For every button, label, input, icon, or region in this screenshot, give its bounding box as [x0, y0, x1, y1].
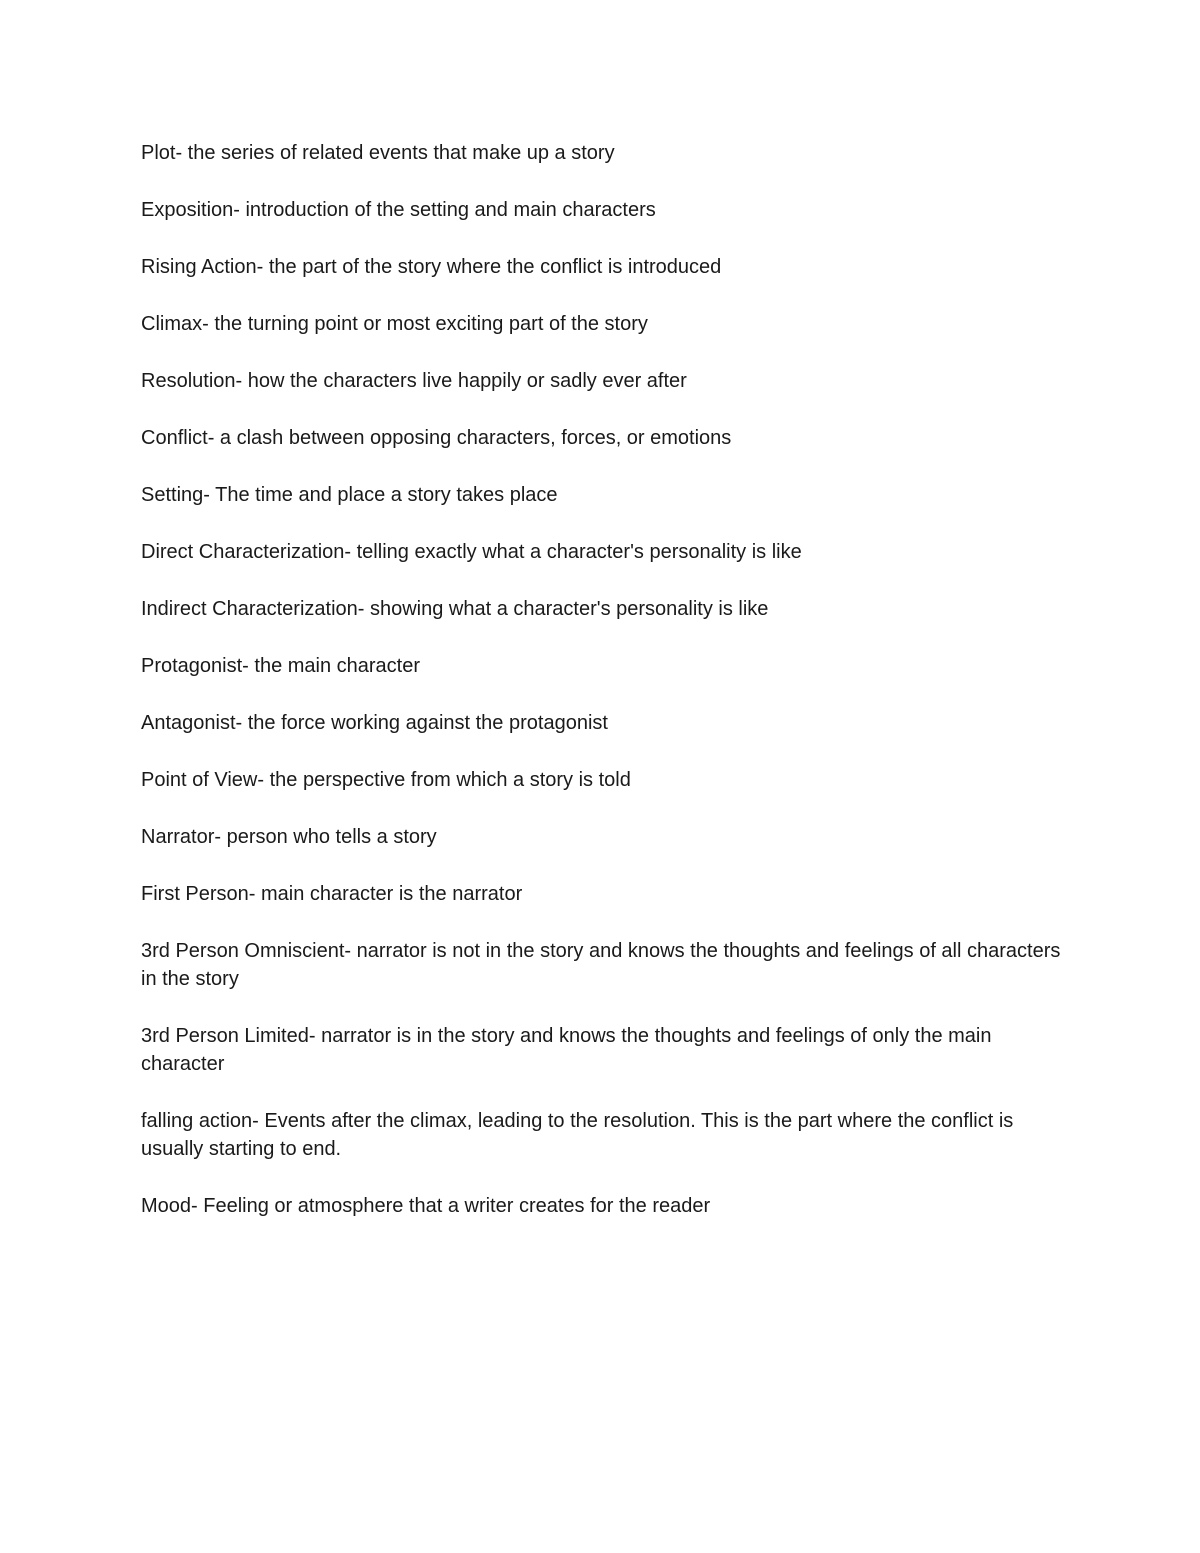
term-narrator: Narrator- person who tells a story — [141, 826, 437, 848]
term-point-of-view: Point of View- the perspective from which a story is told — [141, 769, 631, 791]
term-conflict: Conflict- a clash between opposing characters, forces, or emotions — [141, 427, 732, 449]
terms-list — [141, 139, 1071, 1249]
term-plot: Plot- the series of related events that make up a story — [141, 142, 615, 164]
term-first-person: First Person- main character is the narrator — [141, 883, 523, 905]
term-falling-action: falling action- Events after the climax, leading to the resolution. This is the part where the conflict is usually starting to end. — [141, 1110, 1014, 1160]
term-climax: Climax- the turning point or most exciting part of the story — [141, 313, 648, 335]
term-third-person-limited: 3rd Person Limited- narrator is in the story and knows the thoughts and feelings of only the main character — [141, 1025, 992, 1075]
term-indirect-characterization: Indirect Characterization- showing what a character's personality is like — [141, 598, 769, 620]
term-setting: Setting- The time and place a story takes place — [141, 484, 558, 506]
term-exposition: Exposition- introduction of the setting and main characters — [141, 199, 656, 221]
term-resolution: Resolution- how the characters live happily or sadly ever after — [141, 370, 687, 392]
term-third-person-omniscient: 3rd Person Omniscient- narrator is not in the story and knows the thoughts and feelings of all characters in the story — [141, 940, 1061, 990]
term-protagonist: Protagonist- the main character — [141, 655, 421, 677]
term-mood: Mood- Feeling or atmosphere that a writer creates for the reader — [141, 1195, 711, 1217]
term-antagonist: Antagonist- the force working against the protagonist — [141, 712, 608, 734]
term-rising-action: Rising Action- the part of the story where the conflict is introduced — [141, 256, 722, 278]
term-direct-characterization: Direct Characterization- telling exactly what a character's personality is like — [141, 541, 802, 563]
